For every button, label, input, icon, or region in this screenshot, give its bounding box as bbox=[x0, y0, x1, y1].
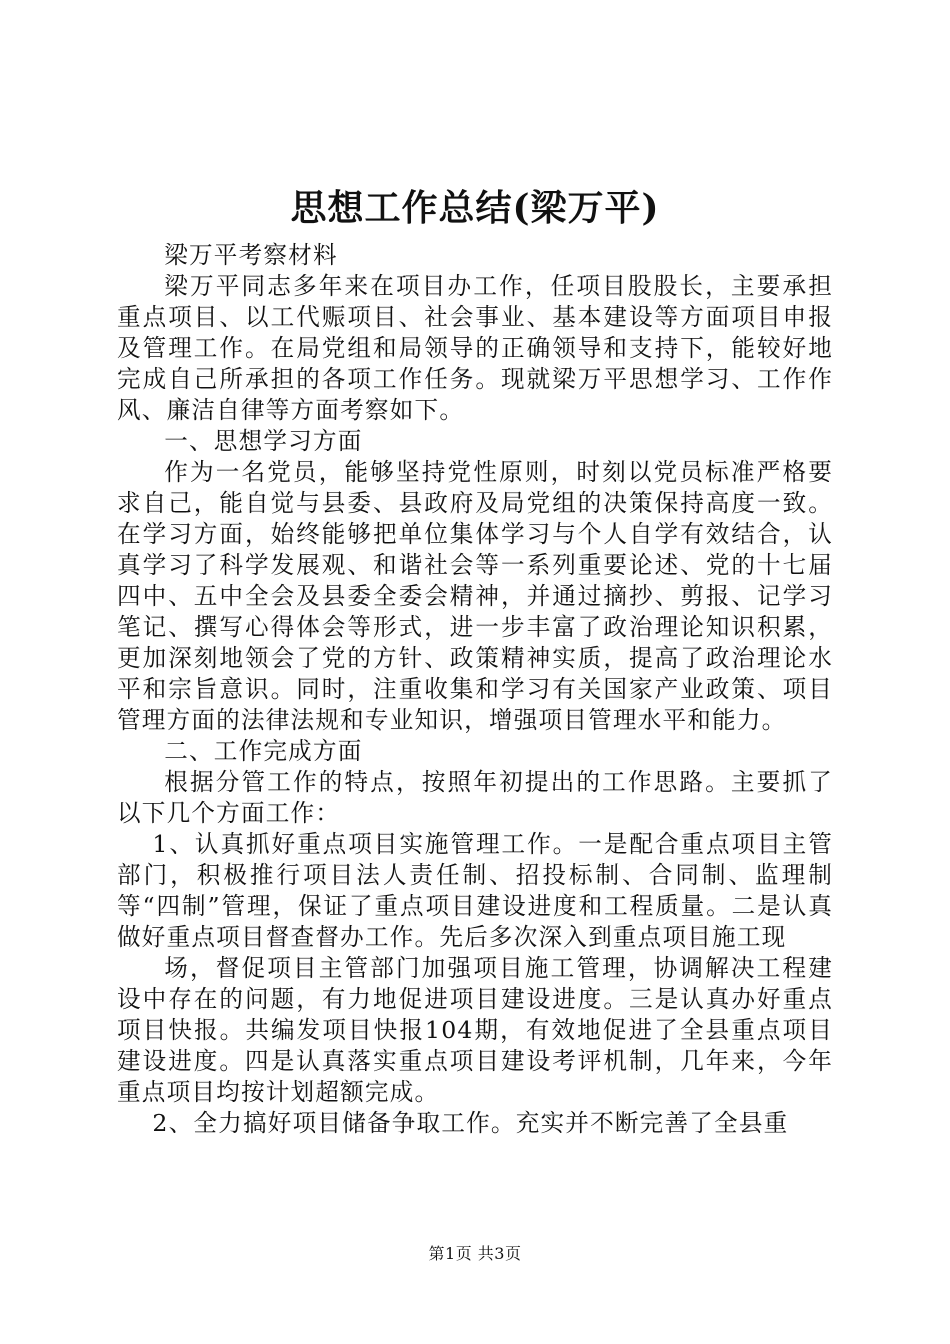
section-heading-thought-study: 一、思想学习方面 bbox=[164, 427, 363, 455]
paragraph-item-1-continued: 场，督促项目主管部门加强项目施工管理，协调解决工程建设中存在的问题，有力地促进项目建设进度。三是认真办好重点项目快报。共编发项目快报104期，有效地促进了全县重点项目建设进度。四是认真落实重点项目建设考评机制，几年来，今年重点项目均按计划超额完成。 bbox=[117, 954, 833, 1106]
page-footer: 第1页 共3页 bbox=[428, 1244, 522, 1263]
paragraph-work-overview: 根据分管工作的特点，按照年初提出的工作思路。主要抓了以下几个方面工作： bbox=[117, 768, 833, 827]
section-heading-work-completion: 二、工作完成方面 bbox=[164, 737, 363, 765]
paragraph-item-2: 2、全力搞好项目储备争取工作。充实并不断完善了全县重 bbox=[152, 1109, 789, 1137]
document-body bbox=[117, 240, 833, 1139]
paragraph-subtitle: 梁万平考察材料 bbox=[164, 241, 338, 269]
paragraph-intro: 梁万平同志多年来在项目办工作，任项目股股长，主要承担重点项目、以工代赈项目、社会事业、基本建设等方面项目申报及管理工作。在局党组和局领导的正确领导和支持下，能较好地完成自己所承担的各项工作任务。现就梁万平思想学习、工作作风、廉洁自律等方面考察如下。 bbox=[117, 272, 833, 424]
paragraph-thought-study: 作为一名党员，能够坚持党性原则，时刻以党员标准严格要求自己，能自觉与县委、县政府及局党组的决策保持高度一致。在学习方面，始终能够把单位集体学习与个人自学有效结合，认真学习了科学发展观、和谐社会等一系列重要论述、党的十七届四中、五中全会及县委全委会精神，并通过摘抄、剪报、记学习笔记、撰写心得体会等形式，进一步丰富了政治理论知识积累，更加深刻地领会了党的方针、政策精神实质，提高了政治理论水平和宗旨意识。同时，注重收集和学习有关国家产业政策、项目管理方面的法律法规和专业知识，增强项目管理水平和能力。 bbox=[117, 458, 833, 734]
paragraph-item-1: 1、认真抓好重点项目实施管理工作。一是配合重点项目主管部门，积极推行项目法人责任制、招投标制、合同制、监理制等“四制”管理，保证了重点项目建设进度和工程质量。二是认真做好重点项目督查督办工作。先后多次深入到重点项目施工现 bbox=[117, 830, 833, 951]
document-title: 思想工作总结(梁万平) bbox=[290, 187, 660, 229]
